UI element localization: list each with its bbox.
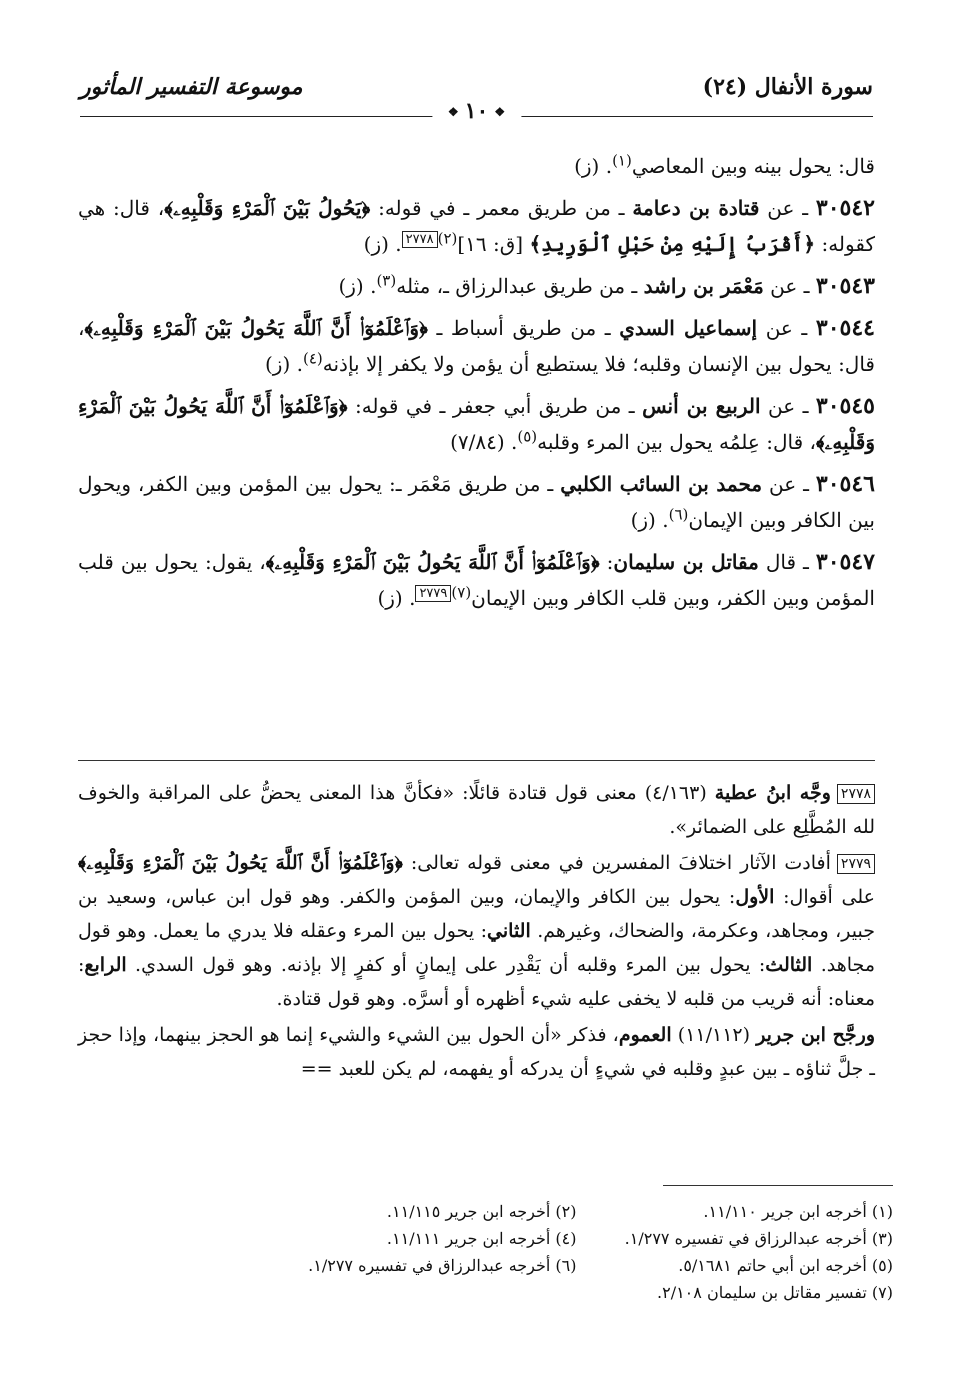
footnote: (٣) أخرجه عبدالرزاق في تفسيره ١/٢٧٧. — [624, 1229, 893, 1248]
entry-tail: . (ز) — [363, 232, 402, 256]
section-divider — [78, 760, 875, 761]
entry — [78, 466, 875, 538]
narrator-name: مقاتل بن سليمان — [613, 550, 759, 574]
footnote-ref: (٣) — [376, 271, 397, 290]
narrator-name: مَعْمَر بن راشد — [643, 274, 764, 298]
commentary-text: على أقوال: — [774, 886, 875, 908]
narrator-name: إسماعيل السدي — [619, 316, 758, 340]
entry-number: ٣٠٥٤٧ — [815, 549, 875, 575]
entry — [78, 310, 875, 382]
commentary-number: ٢٧٧٨ — [837, 784, 875, 804]
commentary-lead: وجَّه ابنُ عطية — [714, 782, 831, 804]
quran-verse: ﴿وَٱعْلَمُوٓا۟ أَنَّ ٱللَّهَ يَحُولُ بَيْنَ ٱلْمَرْءِ وَقَلْبِهِۦ﴾ — [84, 316, 428, 340]
quran-verse: ﴿وَٱعْلَمُوٓا۟ أَنَّ ٱللَّهَ يَحُولُ بَيْنَ ٱلْمَرْءِ وَقَلْبِهِۦ﴾ — [265, 550, 600, 574]
footnote: (٥) أخرجه ابن أبي حاتم ٥/١٦٨١. — [678, 1256, 893, 1275]
entry-tail: . (ز) — [377, 586, 416, 610]
commentary-text: : معناه: أنه قريب من قلبه لا يخفى عليه شيء أظهره أو أسرَّه. وهو قول قتادة. — [78, 954, 875, 1010]
commentary-paragraph — [78, 776, 875, 844]
narrator-name: الربيع بن أنس — [642, 394, 761, 418]
entry — [78, 388, 875, 460]
entry-text: ـ قال — [758, 550, 816, 574]
footnote: (٢) أخرجه ابن جرير ١١/١١٥. — [386, 1202, 577, 1221]
commentary-text: (١١/١١٢) — [671, 1024, 757, 1046]
footnotes — [300, 1198, 893, 1306]
entry-text: ـ عن — [757, 316, 816, 340]
entry-text: ـ عن — [760, 394, 816, 418]
quran-verse: ﴿وَٱعْلَمُوٓا۟ أَنَّ ٱللَّهَ يَحُولُ بَيْنَ ٱلْمَرْءِ وَقَلْبِهِۦ﴾ — [78, 852, 403, 874]
entry-text: ـ عن — [763, 274, 816, 298]
entry-text: ـ عن — [759, 196, 816, 220]
entry — [78, 268, 875, 304]
entry-text: ـ من طريق معمر ـ في قوله: — [370, 196, 633, 220]
footnote-ref: (١) — [612, 151, 632, 170]
commentary-section — [78, 776, 875, 1088]
commentary-text: (٤/١٦٣) معنى قول قتادة قائلًا: «فكأنَّ هذا المعنى يحضُّ على المراقبة والخوف لله المُطَّلِع على الضمائر». — [78, 782, 875, 838]
book-title: موسوعة التفسير المأثور — [80, 74, 303, 100]
commentary-text: أفادت الآثار اختلافَ المفسرين في معنى قوله تعالى: — [402, 852, 831, 874]
opinion-label: العموم — [618, 1024, 672, 1046]
entry-text: ـ من طريق أسباط ـ — [427, 316, 620, 340]
entry-text: ـ من طريق أبي جعفر ـ في قوله: — [347, 394, 643, 418]
entry-number: ٣٠٥٤٣ — [815, 273, 875, 299]
entry-tail: . (ز) — [264, 352, 303, 376]
entry — [78, 544, 875, 616]
entry-tail: . (٧/٨٤) — [450, 430, 518, 454]
footnote-ref: (٤) — [302, 349, 323, 368]
entry-number: ٣٠٥٤٥ — [815, 393, 875, 419]
entry-text: قال: يحول بينه وبين المعاصي — [631, 154, 875, 178]
entry-text: ـ من طريق مَعْمَر ـ: يحول بين المؤمن وبين الكفر، ويحول بين الكافر وبين الإيمان — [78, 472, 875, 532]
commentary-text: : يحول بين الكافر والإيمان، وبين المؤمن والكفر. وهو قول ابن عباس، وسعيد بن جبير، ومجاهد، وعكرمة، والضحاك، وغيرهم. — [78, 886, 875, 942]
footnote: (١) أخرجه ابن جرير ١١/١١٠. — [703, 1202, 893, 1221]
commentary-paragraph — [78, 846, 875, 1016]
verse-citation: [ق: ١٦] — [457, 232, 530, 256]
commentary-paragraph — [78, 1018, 875, 1086]
commentary-text: : يحول بين المرء وقلبه أن يَقْدِر على إيمانٍ أو كفرٍ إلا بإذنه. وهو قول السدي. — [126, 954, 766, 976]
opinion-label: الأول — [735, 886, 775, 908]
footnote: (٦) أخرجه عبدالرزاق في تفسيره ١/٢٧٧. — [308, 1256, 577, 1275]
narrator-name: محمد بن السائب الكلبي — [560, 472, 763, 496]
page-header — [80, 70, 873, 130]
entry — [78, 190, 875, 262]
footnote-ref: (٧) — [451, 583, 472, 602]
footnote: (٧) تفسير مقاتل بن سليمان ٢/١٠٨. — [657, 1283, 893, 1302]
opinion-label: الثاني — [487, 920, 531, 942]
opinion-label: الثالث — [765, 954, 813, 976]
quran-verse: ﴿وَٱعْلَمُوٓا۟ أَنَّ ٱللَّهَ يَحُولُ بَيْنَ ٱلْمَرْءِ وَقَلْبِهِۦ﴾ — [78, 394, 875, 454]
entry-tail: . (ز) — [338, 274, 377, 298]
main-text — [78, 148, 875, 622]
quran-verse: ﴿أَقْرَبُ إِلَيْهِ مِنْ حَبْلِ ٱلْوَرِيدِ﴾ — [529, 232, 816, 256]
entry-number: ٣٠٥٤٢ — [815, 195, 875, 221]
commentary-text: : يحول بين المرء وعقله فلا يدري ما يعمل. وهو قول مجاهد. — [78, 920, 875, 976]
footnote: (٤) أخرجه ابن جرير ١١/١١١. — [386, 1229, 577, 1248]
entry-text: ـ عن — [762, 472, 816, 496]
commentary-ref-box: ٢٧٧٨ — [402, 231, 438, 248]
entry-text: ـ من طريق عبدالرزاق ـ، مثله — [396, 274, 644, 298]
footnote-ref: (٥) — [517, 427, 538, 446]
entry-number: ٣٠٥٤٤ — [815, 315, 875, 341]
entry-text: ، قال: عِلمُه يحول بين المرء وقلبه — [537, 430, 816, 454]
page-number: ❖ ١٠ ❖ — [432, 98, 521, 124]
surah-title: سورة الأنفال (٢٤) — [702, 74, 873, 100]
commentary-ref-box: ٢٧٧٩ — [415, 585, 451, 602]
entry-text: ، قال: هي كقوله: — [78, 196, 875, 256]
commentary-lead: ورجَّح ابن جرير — [756, 1024, 876, 1046]
opinion-label: الرابع — [84, 954, 127, 976]
entry-tail: . (ز) — [574, 154, 613, 178]
entry-text: : — [599, 550, 614, 574]
entry-text: ، قال: يحول بين الإنسان وقلبه؛ فلا يستطيع أن يؤمن ولا يكفر إلا بإذنه — [78, 316, 875, 376]
commentary-text: ، فذكر «أن الحول بين الشيء والشيء إنما هو الحجز بينهما، وإذا حجز ـ جلَّ ثناؤه ـ بين عبدٍ وقلبه في شيءٍ أن يدركه أو يفهمه، لم يكن للعبد == — [78, 1024, 875, 1080]
footnote-ref: (٢) — [437, 229, 458, 248]
quran-verse: ﴿يَحُولُ بَيْنَ ٱلْمَرْءِ وَقَلْبِهِۦ﴾ — [164, 196, 371, 220]
entry-tail: . (ز) — [630, 508, 669, 532]
commentary-number: ٢٧٧٩ — [837, 854, 875, 874]
footnote-divider — [663, 1185, 893, 1186]
footnote-ref: (٦) — [668, 505, 689, 524]
entry-text: ، يقول: يحول بين قلب المؤمن وبين الكفر، وبين قلب الكافر وبين الإيمان — [78, 550, 875, 610]
narrator-name: قتادة بن دعامة — [632, 196, 760, 220]
entry — [78, 148, 875, 184]
entry-number: ٣٠٥٤٦ — [815, 471, 875, 497]
